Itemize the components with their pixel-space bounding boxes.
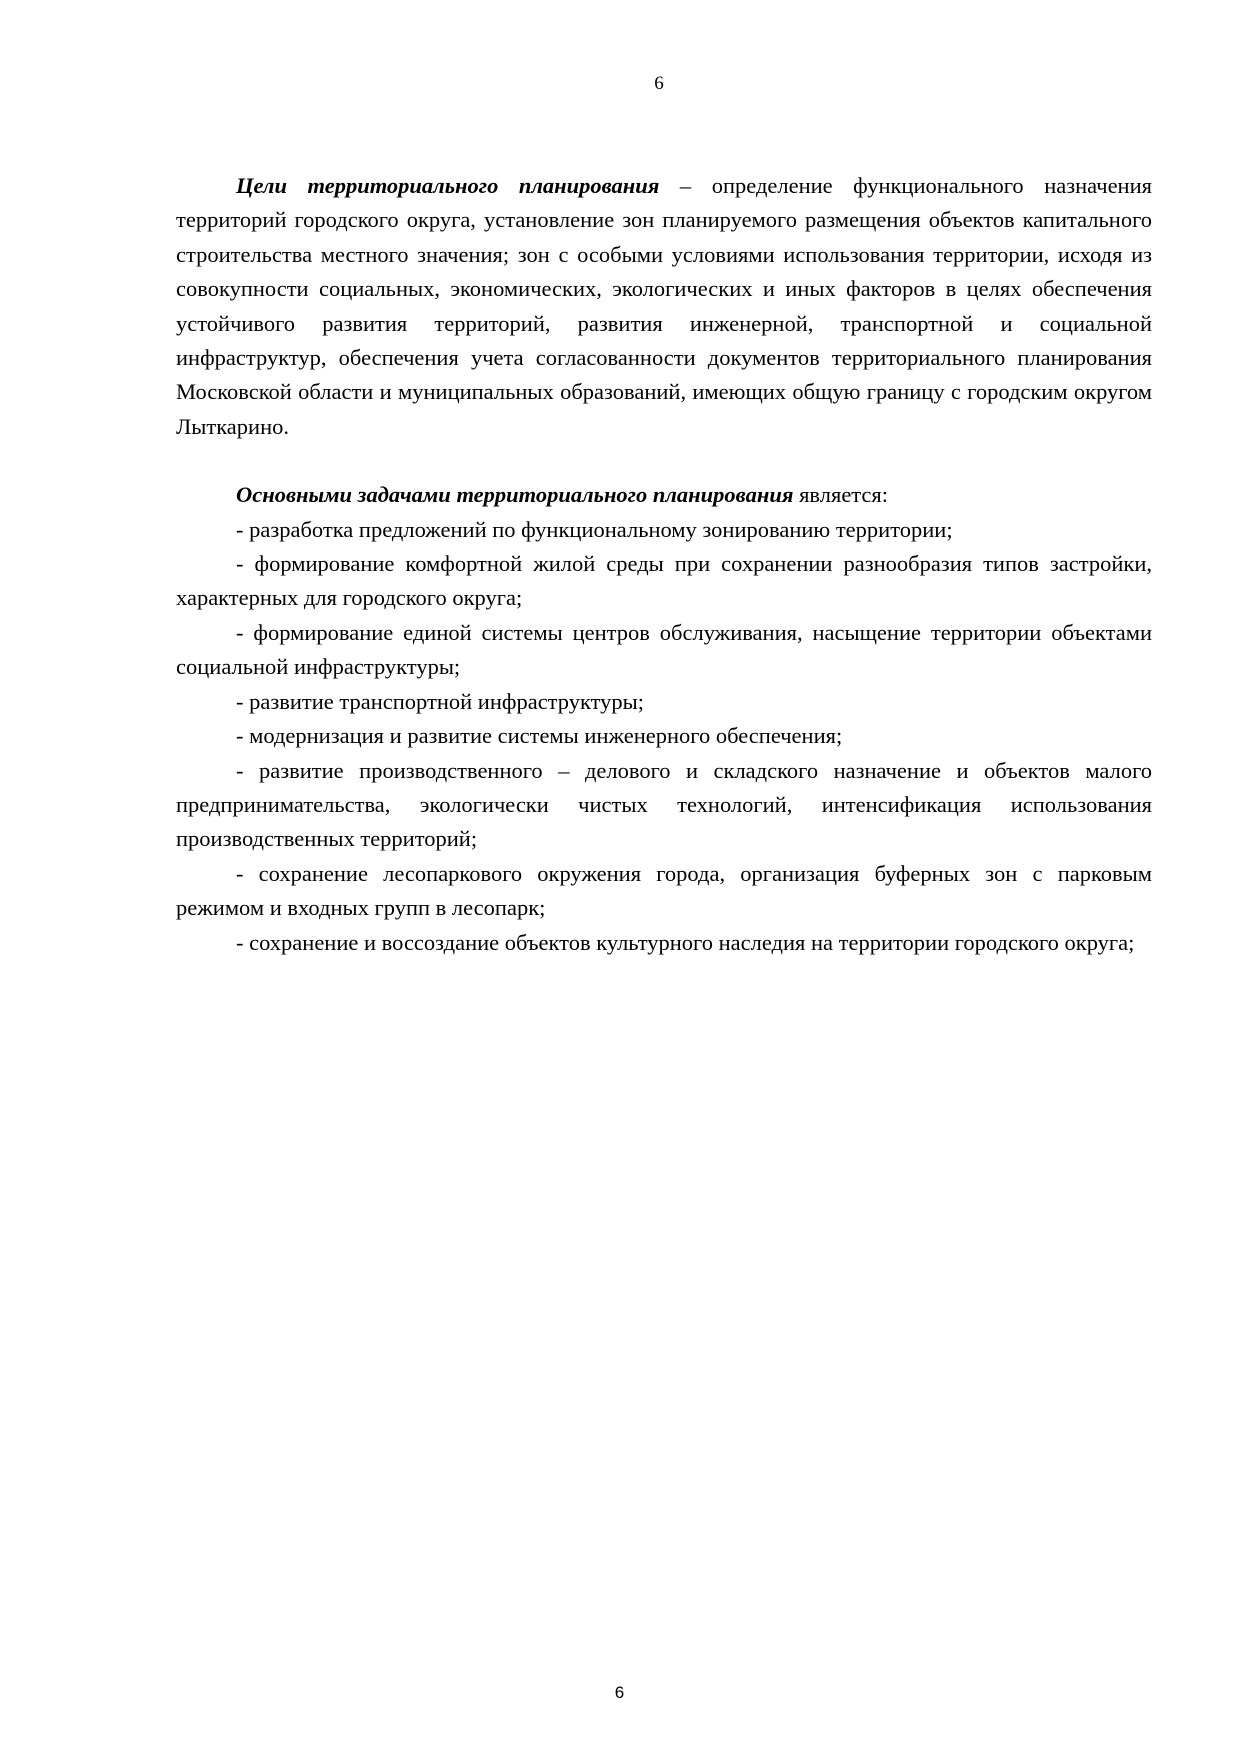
task-item: - разработка предложений по функциональному зонированию территории; — [236, 516, 953, 542]
task-item: - развитие транспортной инфраструктуры; — [236, 688, 645, 714]
page-number-bottom: 6 — [614, 1683, 625, 1702]
tasks-heading-paragraph — [176, 478, 1152, 512]
goals-term: Цели территориального планирования — [236, 173, 660, 198]
document-body — [176, 169, 1152, 960]
tasks-term: Основными задачами территориального планирования — [236, 482, 794, 508]
task-item: - сохранение лесопаркового окружения города, организация буферных зон с парковым режимом и входных групп в лесопарк; — [176, 860, 1152, 921]
task-item: - развитие производственного – делового и складского назначение и объектов малого предпринимательства, экологически чистых технологий, интенсификация использования производственных территорий; — [176, 757, 1152, 852]
goals-text: – определение функционального назначения территорий городского округа, установление зон планируемого размещения объектов капитального строительства местного значения; зон с особыми условиями использования территории, исходя из совокупности социальных, экономических, экологических и иных факторов в целях обеспечения устойчивого развития территорий, развития инженерной, транспортной и социальной инфраструктур, обеспечения учета согласованности документов территориального планирования Московской области и муниципальных образований, имеющих общую границу с городским округом Лыткарино. — [176, 173, 1152, 439]
task-item: - сохранение и воссоздание объектов культурного наследия на территории городского округа; — [236, 929, 1135, 955]
goals-paragraph — [176, 169, 1152, 444]
tasks-intro: является: — [793, 482, 888, 508]
page-number-top: 6 — [654, 73, 664, 94]
task-item: - модернизация и развитие системы инженерного обеспечения; — [236, 723, 843, 749]
task-item: - формирование единой системы центров обслуживания, насыщение территории объектами социальной инфраструктуры; — [176, 619, 1152, 680]
paragraph-gap — [176, 444, 1152, 478]
task-item: - формирование комфортной жилой среды при сохранении разнообразия типов застройки, характерных для городского округа; — [176, 551, 1152, 611]
